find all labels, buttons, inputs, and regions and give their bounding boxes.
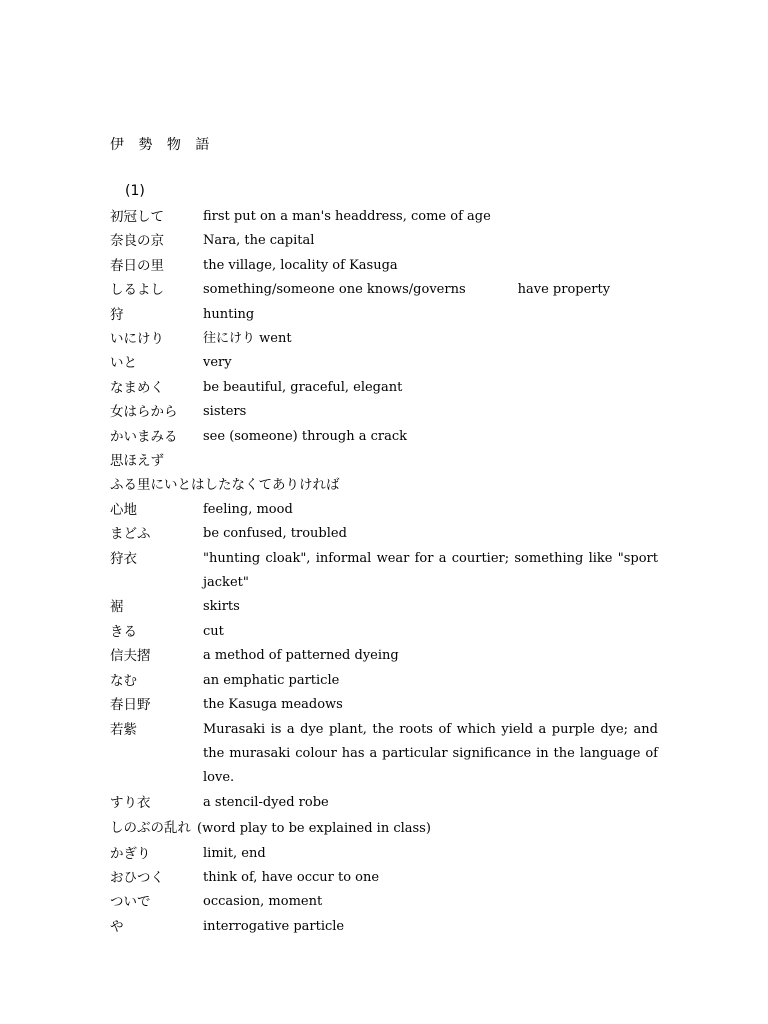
vocab-definition: be beautiful, graceful, elegant (203, 379, 403, 395)
vocab-row (110, 425, 658, 449)
vocab-row (110, 644, 658, 668)
vocab-definition: the Kasuga meadows (203, 697, 343, 713)
vocab-definition-extra: have property (517, 282, 611, 298)
vocab-definition: think of, have occur to one (203, 869, 380, 885)
vocab-term: 春日の里 (110, 257, 164, 274)
vocab-term: 思ほえず (110, 453, 164, 470)
vocab-definition: see (someone) through a crack (203, 428, 408, 444)
vocab-row (110, 229, 658, 253)
vocab-term: 信夫摺 (110, 648, 151, 665)
vocab-term: かぎり (110, 845, 151, 862)
vocab-term: しのぶの乱れ (110, 820, 191, 837)
vocab-row (110, 376, 658, 400)
vocab-row (110, 351, 658, 375)
vocab-term: なまめく (110, 379, 164, 396)
vocab-row (110, 473, 658, 497)
vocab-definition: skirts (203, 599, 240, 615)
vocab-row (110, 303, 658, 327)
vocab-row (110, 595, 658, 619)
vocab-row (110, 842, 658, 866)
vocab-definition: an emphatic particle (203, 672, 340, 688)
vocab-term: 若紫 (110, 721, 137, 738)
vocab-row (110, 620, 658, 644)
vocab-definition: Nara, the capital (203, 233, 315, 249)
vocab-definition: a stencil-dyed robe (203, 794, 329, 810)
section-label: (1) (125, 183, 145, 199)
vocab-definition: limit, end (203, 845, 266, 861)
vocab-row (110, 278, 658, 302)
vocab-definition: first put on a man's headdress, come of age (203, 209, 491, 224)
vocab-definition-text: something/someone one knows/governs (203, 282, 466, 298)
vocab-row (110, 693, 658, 717)
vocab-definition: the village, locality of Kasuga (203, 257, 398, 273)
vocab-definition: interrogative particle (203, 918, 345, 934)
document-title: 伊 勢 物 語 (110, 137, 215, 153)
vocab-definition: "hunting cloak", informal wear for a courtier; something like "sport jacket" (203, 550, 658, 591)
vocab-definition: cut (203, 623, 224, 639)
vocab-row (110, 791, 658, 815)
vocab-row (110, 915, 658, 939)
vocab-term: すり衣 (110, 794, 151, 811)
vocab-term: ふる里にいとはしたなくてありければ (110, 477, 340, 494)
vocab-definition: sisters (203, 404, 247, 420)
vocab-row (110, 498, 658, 522)
vocab-definition: Murasaki is a dye plant, the roots of which yield a purple dye; and the murasaki colour has a particular significance in the language of love. (203, 721, 658, 786)
vocab-term: 初冠して (110, 209, 164, 225)
vocab-term: 春日野 (110, 697, 151, 714)
vocab-term: 奈良の京 (110, 233, 164, 250)
vocab-row (110, 522, 658, 546)
vocab-row (110, 205, 658, 229)
vocab-term: 心地 (110, 501, 137, 518)
vocab-row (110, 400, 658, 424)
vocab-term: おひつく (110, 869, 164, 886)
vocab-term: や (110, 918, 124, 935)
vocab-definition: a method of patterned dyeing (203, 648, 399, 664)
vocab-definition: very (203, 355, 232, 371)
vocab-term: かいまみる (110, 428, 178, 445)
vocab-definition-text: went (259, 331, 292, 347)
vocab-definition (203, 327, 658, 351)
vocab-term: まどふ (110, 526, 151, 543)
vocab-definition: be confused, troubled (203, 526, 347, 542)
vocab-row (110, 547, 658, 596)
vocab-term: きる (110, 623, 137, 640)
vocab-term: いにけり (110, 331, 164, 348)
vocab-term: 女はらから (110, 404, 178, 421)
vocab-term: 狩衣 (110, 550, 137, 567)
vocab-definition: occasion, moment (203, 894, 323, 910)
vocab-row (110, 254, 658, 278)
vocab-definition: (word play to be explained in class) (197, 821, 431, 837)
vocab-row (110, 815, 658, 841)
vocab-term: しるよし (110, 282, 164, 299)
vocab-term: なむ (110, 672, 137, 689)
vocab-row (110, 669, 658, 693)
vocab-row (110, 327, 658, 351)
vocab-row (110, 866, 658, 890)
vocabulary-list (110, 205, 658, 939)
vocab-term: 裾 (110, 599, 124, 616)
vocab-term: ついで (110, 894, 151, 911)
vocab-definition (203, 278, 658, 302)
vocab-term: 狩 (110, 306, 124, 323)
vocab-definition-japanese: 往にけり (203, 331, 256, 347)
vocab-definition: feeling, mood (203, 501, 293, 517)
vocab-term: いと (110, 355, 137, 372)
vocab-definition: hunting (203, 306, 255, 322)
vocab-row (110, 890, 658, 914)
vocab-row (110, 718, 658, 791)
vocab-row (110, 449, 658, 473)
